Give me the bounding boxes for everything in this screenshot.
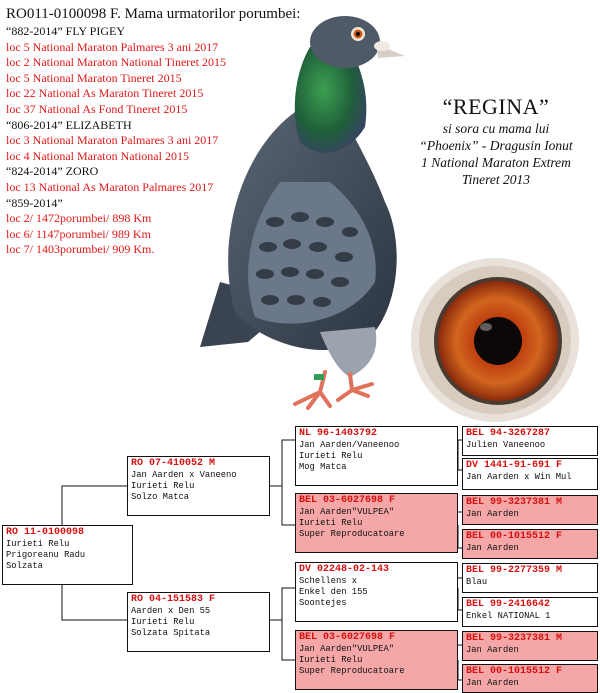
pedigree-dam-line: Solzata Spitata [131, 628, 211, 638]
pedigree-dds-ring: BEL 99-3237381 M [466, 633, 563, 644]
pedigree-ssd-line: Jan Aarden x Win Mul [466, 472, 572, 482]
pedigree-ds-dam [462, 597, 598, 627]
regina-line-3: 1 National Maraton Extrem [421, 155, 571, 170]
pedigree-sdd-ring: BEL 00-1015512 F [466, 531, 563, 542]
info-line: loc 5 National Maraton Palmares 3 ani 2017 [6, 39, 219, 54]
pedigree-dam [127, 592, 270, 652]
pedigree-ds-line: Enkel den 155 [299, 587, 368, 597]
pedigree-ss-ring: NL 96-1403792 [299, 428, 378, 439]
info-line: loc 5 National Maraton Tineret 2015 [6, 70, 182, 85]
pedigree-sdd-line: Jan Aarden [466, 543, 519, 553]
pedigree-ss-dam [462, 458, 598, 490]
pedigree-sire-ring: RO 07-410052 M [131, 458, 216, 469]
pedigree-dsd-ring: BEL 99-2416642 [466, 599, 551, 610]
pedigree-dam-dam [295, 630, 458, 690]
pedigree-sire-line: Iurieti Relu [131, 481, 195, 491]
pedigree-ddd-line: Jan Aarden [466, 678, 519, 688]
pedigree-sds-ring: BEL 99-3237381 M [466, 497, 563, 508]
info-line: “882-2014” FLY PIGEY [6, 24, 126, 38]
info-line: loc 3 National Maraton Palmares 3 ani 2017 [6, 133, 219, 148]
info-title: RO011-0100098 F. Mama urmatorilor porumbei: [6, 6, 301, 22]
pedigree-ds-line: Schellens x [299, 576, 358, 586]
pedigree-dds-line: Jan Aarden [466, 645, 519, 655]
pedigree-sire-line: Jan Aarden x Vaneeno [131, 470, 237, 480]
pedigree-sd-sire [462, 495, 598, 525]
pedigree-dd-line: Iurieti Relu [299, 655, 363, 665]
pedigree-sire-dam [295, 493, 458, 553]
pedigree-subject [2, 525, 133, 585]
info-line: “824-2014” ZORO [6, 164, 99, 179]
pedigree-sire [127, 456, 270, 516]
pedigree-dss-ring: BEL 99-2277359 M [466, 565, 563, 576]
info-line: loc 4 National Maraton National 2015 [6, 148, 189, 163]
pedigree-ssd-ring: DV 1441-91-691 F [466, 460, 563, 471]
info-line: “806-2014” ELIZABETH [6, 117, 132, 132]
pedigree-dd-sire [462, 631, 598, 661]
pedigree-ds-ring: DV 02248-02-143 [299, 564, 390, 575]
pedigree-ss-line: Iurieti Relu [299, 451, 363, 461]
pedigree-ss-sire [462, 426, 598, 456]
pedigree-ss-line: Mog Matca [299, 462, 347, 472]
pedigree-dd-line: Jan Aarden"VULPEA" [299, 644, 395, 654]
pedigree-subject-line: Iurieti Relu [6, 539, 70, 549]
pedigree-sd-line: Iurieti Relu [299, 518, 363, 528]
pedigree-dd-dam [462, 664, 598, 693]
pedigree-ss-line: Jan Aarden/Vaneenoo [299, 440, 400, 450]
pedigree-dam-line: Aarden x Den 55 [131, 606, 211, 616]
pedigree-dd-ring: BEL 03-6027698 F [299, 632, 396, 643]
info-line: “859-2014” [6, 195, 63, 210]
pedigree-sd-line: Jan Aarden"VULPEA" [299, 507, 395, 517]
pedigree-sire-line: Solzo Matca [131, 492, 190, 502]
pedigree-dam-ring: RO 04-151583 F [131, 594, 216, 605]
pedigree-dam-line: Iurieti Relu [131, 617, 195, 627]
info-line: loc 2/ 1472porumbei/ 898 Km [6, 211, 152, 226]
pedigree-dss-line: Blau [466, 577, 488, 587]
info-line: loc 2 National Maraton National Tineret 2015 [6, 55, 226, 70]
pedigree-sd-line: Super Reproducatoare [299, 529, 405, 539]
pedigree-ddd-ring: BEL 00-1015512 F [466, 666, 563, 677]
pedigree-dam-sire [295, 562, 458, 622]
regina-name: “REGINA” [442, 94, 550, 119]
pedigree-sss-ring: BEL 94-3267287 [466, 428, 551, 439]
pedigree-sss-line: Julien Vaneenoo [466, 440, 546, 450]
pedigree-sd-dam [462, 529, 598, 559]
regina-line-4: Tineret 2013 [461, 172, 531, 187]
info-line: loc 7/ 1403porumbei/ 909 Km. [6, 242, 155, 257]
pedigree-sds-line: Jan Aarden [466, 509, 519, 519]
pedigree-subject-line: Prigoreanu Radu [6, 550, 86, 560]
pedigree-subject-line: Solzata [6, 561, 43, 571]
pedigree-dd-line: Super Reproducatoare [299, 666, 405, 676]
info-line: loc 13 National As Maraton Palmares 2017 [6, 179, 214, 194]
info-line: loc 6/ 1147porumbei/ 989 Km [6, 226, 151, 241]
info-line: loc 22 National As Maraton Tineret 2015 [6, 86, 204, 101]
info-line: loc 37 National As Fond Tineret 2015 [6, 101, 188, 116]
regina-line-2: “Phoenix” - Dragusin Ionut [419, 138, 573, 153]
regina-line-1: si sora cu mama lui [442, 121, 550, 136]
pedigree-sire-sire [295, 426, 458, 486]
pedigree-dsd-line: Enkel NATIONAL 1 [466, 611, 551, 621]
pedigree-ds-sire [462, 563, 598, 593]
pedigree-sd-ring: BEL 03-6027698 F [299, 495, 396, 506]
pedigree-subject-ring: RO 11-0100098 [6, 527, 85, 538]
pedigree-ds-line: Soontejes [299, 598, 347, 608]
